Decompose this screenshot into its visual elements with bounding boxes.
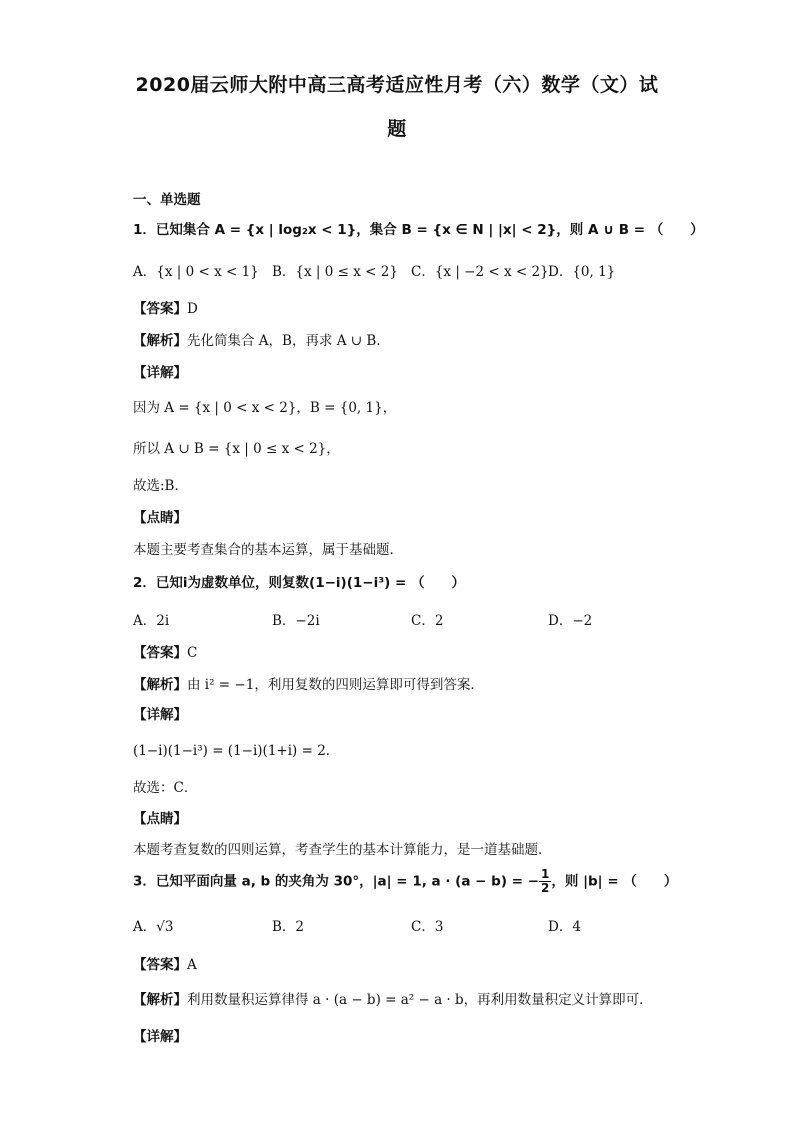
exam-title-line-2: 题 bbox=[387, 118, 407, 140]
q1-detail-line-1: 因为 A = {x | 0 < x < 2}，B = {0, 1}， bbox=[133, 400, 397, 416]
q3-fraction-denominator: 2 bbox=[541, 881, 550, 895]
q2-detail-line-1: (1−i)(1−i³) = (1−i)(1+i) = 2． bbox=[133, 743, 340, 759]
q3-answer-tag: 【答案】 bbox=[133, 957, 187, 973]
q3-option-a: A．√3 bbox=[133, 919, 174, 935]
exam-title-line-1: 2020届云师大附中高三高考适应性月考（六）数学（文）试 bbox=[135, 74, 659, 96]
q2-choose: 故选：C． bbox=[133, 780, 198, 796]
q1-option-c: C．{x | −2 < x < 2} bbox=[411, 264, 549, 280]
q3-analysis-text: 利用数量积运算律得 a · (a − b) = a² − a · b，再利用数量积定义计算即可． bbox=[187, 992, 653, 1008]
q3-fraction bbox=[539, 868, 551, 895]
q2-detail-tag: 【详解】 bbox=[133, 707, 187, 723]
q2-analysis-text: 由 i² = −1，利用复数的四则运算即可得到答案． bbox=[187, 677, 484, 693]
q2-option-c: C．2 bbox=[411, 613, 444, 629]
q2-option-b: B．−2i bbox=[272, 613, 320, 629]
q1-comment: 本题主要考查集合的基本运算，属于基础题． bbox=[133, 542, 403, 558]
q2-answer-value: C bbox=[187, 645, 198, 661]
q1-option-d: D．{0, 1} bbox=[548, 264, 616, 280]
section-heading: 一、单选题 bbox=[133, 192, 201, 208]
q2-analysis-tag: 【解析】 bbox=[133, 677, 187, 693]
q1-analysis bbox=[133, 329, 390, 349]
q1-analysis-tag: 【解析】 bbox=[133, 333, 187, 349]
q3-option-d: D．4 bbox=[548, 919, 581, 935]
q1-option-b: B．{x | 0 ≤ x < 2} bbox=[272, 264, 398, 280]
q2-comment: 本题考查复数的四则运算，考查学生的基本计算能力，是一道基础题． bbox=[133, 842, 552, 858]
q1-analysis-text: 先化简集合 A，B，再求 A ∪ B． bbox=[187, 333, 390, 349]
q3-fraction-numerator: 1 bbox=[541, 867, 550, 881]
q1-detail-line-2: 所以 A ∪ B = {x | 0 ≤ x < 2}， bbox=[133, 441, 340, 457]
q2-stem: 2．已知i为虚数单位，则复数(1−i)(1−i³) = （ ） bbox=[133, 575, 465, 591]
q2-answer bbox=[133, 641, 197, 661]
q3-answer bbox=[133, 953, 197, 973]
q1-option-a: A．{x | 0 < x < 1} bbox=[133, 264, 259, 280]
q1-answer-value: D bbox=[187, 301, 198, 317]
q2-option-a: A．2i bbox=[133, 613, 170, 629]
q1-stem bbox=[133, 218, 704, 238]
q2-comment-tag: 【点睛】 bbox=[133, 811, 187, 827]
q3-stem bbox=[133, 868, 677, 895]
q2-option-d: D．−2 bbox=[548, 613, 593, 629]
q1-answer-tag: 【答案】 bbox=[133, 301, 187, 317]
q3-stem-part-b: ，则 |b| = （ ） bbox=[551, 873, 678, 890]
q1-answer bbox=[133, 297, 198, 317]
q1-stem-text: 1．已知集合 A = {x | log₂x < 1}，集合 B = {x ∈ N | |x| < 2}，则 A ∪ B = （ ） bbox=[133, 222, 704, 238]
q3-analysis-tag: 【解析】 bbox=[133, 992, 187, 1008]
q1-choose: 故选:B． bbox=[133, 478, 188, 494]
q3-option-b: B．2 bbox=[272, 919, 305, 935]
q3-option-c: C．3 bbox=[411, 919, 444, 935]
q1-comment-tag: 【点睛】 bbox=[133, 510, 187, 526]
q3-answer-value: A bbox=[187, 957, 197, 973]
q1-detail-tag: 【详解】 bbox=[133, 365, 187, 381]
q2-analysis bbox=[133, 673, 484, 693]
q3-analysis bbox=[133, 988, 653, 1008]
q3-detail-tag: 【详解】 bbox=[133, 1029, 187, 1045]
q3-stem-part-a: 3．已知平面向量 a, b 的夹角为 30°，|a| = 1, a · (a − b) = − bbox=[133, 873, 540, 890]
q2-answer-tag: 【答案】 bbox=[133, 645, 187, 661]
